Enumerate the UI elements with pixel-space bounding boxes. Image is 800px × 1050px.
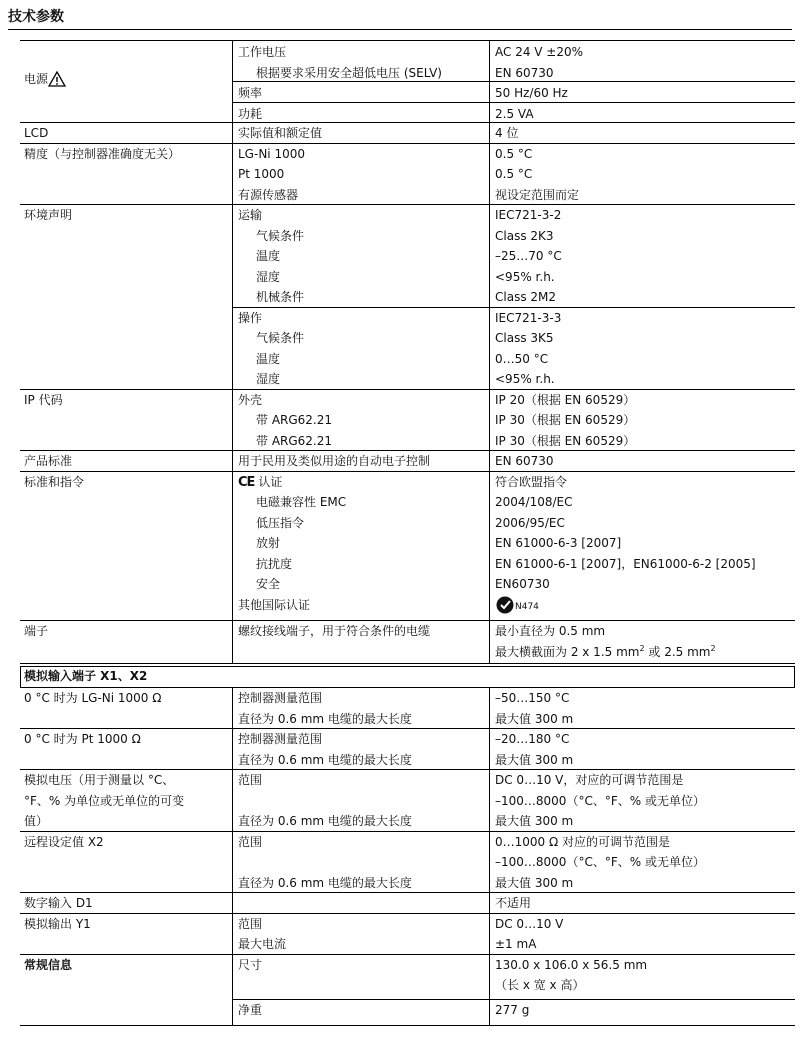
page-title: 技术参数	[8, 9, 64, 25]
column-divider	[232, 892, 233, 913]
env-value: Class 2M2	[495, 290, 557, 304]
lcd-label: LCD	[24, 126, 49, 140]
voltage-label: °F、% 为单位或无单位的可变	[24, 793, 185, 808]
column-divider	[232, 913, 233, 954]
env-value: <95% r.h.	[495, 372, 555, 386]
env-param: 湿度	[256, 269, 281, 284]
lcd-value: 4 位	[495, 126, 519, 140]
env-param: 温度	[256, 249, 281, 263]
column-divider	[232, 389, 233, 451]
column-divider	[232, 687, 233, 728]
standards-value: 2004/108/EC	[495, 495, 573, 509]
column-divider	[489, 728, 490, 769]
remote-value: –100…8000（°C、°F、% 或无单位）	[495, 855, 705, 869]
pt1000-param: 直径为 0.6 mm 电缆的最大长度	[238, 752, 412, 767]
column-divider	[232, 728, 233, 769]
voltage-value: DC 0…10 V，对应的可调节范围是	[495, 773, 684, 787]
power-value: 50 Hz/60 Hz	[495, 86, 568, 100]
env-value: –25…70 °C	[495, 249, 562, 263]
lcd-param: 实际值和额定值	[238, 126, 323, 140]
standards-value: 2006/95/EC	[495, 515, 565, 530]
env-value: 0…50 °C	[495, 351, 549, 366]
analog-header-label: 模拟输入端子 X1、X2	[24, 669, 148, 683]
accuracy-param: Pt 1000	[238, 167, 285, 181]
power-param: 根据要求采用安全超低电压 (SELV)	[256, 65, 442, 80]
column-divider	[489, 620, 490, 663]
column-divider	[489, 450, 490, 471]
power-param: 工作电压	[238, 45, 287, 59]
env-param: 湿度	[256, 372, 281, 386]
ni1000-value: 最大值 300 m	[495, 711, 574, 726]
pt1000-value: 最大值 300 m	[495, 752, 574, 767]
remote-value: 0…1000 Ω 对应的可调节范围是	[495, 834, 670, 849]
standards-param: 其他国际认证	[238, 597, 311, 612]
general-value: （长 x 宽 x 高）	[495, 978, 585, 992]
power-value: 2.5 VA	[495, 106, 534, 121]
column-divider	[489, 892, 490, 913]
standards-value: EN 61000-6-3 [2007]	[495, 536, 622, 550]
aout-value: DC 0…10 V	[495, 916, 564, 931]
column-divider	[232, 831, 233, 893]
standards-param: 安全	[256, 577, 281, 591]
power-value: EN 60730	[495, 65, 554, 80]
env-param: 机械条件	[256, 290, 305, 304]
power-param: 频率	[238, 86, 263, 100]
general-value: 130.0 x 106.0 x 56.5 mm	[495, 957, 648, 972]
ip-param: 外壳	[238, 392, 263, 407]
digital-value: 不适用	[495, 896, 532, 910]
standards-param: 低压指令	[256, 515, 305, 530]
column-divider	[232, 620, 233, 663]
row-divider	[232, 102, 795, 103]
standards-value: EN60730	[495, 577, 550, 591]
row-divider	[232, 81, 795, 82]
env-value: Class 2K3	[495, 228, 554, 243]
column-divider	[232, 450, 233, 471]
column-divider	[232, 40, 233, 122]
power-param: 功耗	[238, 106, 263, 121]
ce-mark-icon: CE	[238, 474, 255, 490]
power-label: 电源	[24, 69, 229, 90]
warning-icon	[48, 71, 66, 87]
aout-param: 范围	[238, 916, 263, 931]
spec-table	[20, 40, 795, 1040]
standards-param: 放射	[256, 536, 281, 550]
column-divider	[489, 913, 490, 954]
accuracy-param: LG-Ni 1000	[238, 146, 305, 161]
column-divider	[489, 389, 490, 451]
column-divider	[489, 471, 490, 621]
column-divider	[232, 122, 233, 143]
voltage-value: 最大值 300 m	[495, 814, 574, 828]
accuracy-label: 精度（与控制器准确度无关）	[24, 146, 181, 161]
terminal-value: 最小直径为 0.5 mm	[495, 624, 606, 638]
voltage-label: 模拟电压（用于测量以 °C、	[24, 773, 175, 787]
general-param: 尺寸	[238, 957, 263, 972]
column-divider	[489, 40, 490, 122]
standards-value	[495, 595, 539, 618]
env-param: 气候条件	[256, 331, 305, 345]
column-divider	[489, 143, 490, 205]
product-std-value: EN 60730	[495, 454, 554, 468]
ni1000-label: 0 °C 时为 LG-Ni 1000 Ω	[24, 691, 162, 705]
pt1000-param: 控制器测量范围	[238, 732, 323, 746]
aout-value: ±1 mA	[495, 937, 537, 951]
ip-param: 带 ARG62.21	[256, 413, 333, 427]
aout-label: 模拟输出 Y1	[24, 916, 91, 931]
accuracy-param: 有源传感器	[238, 187, 299, 202]
row-divider	[20, 1025, 795, 1026]
column-divider	[489, 954, 490, 1026]
remote-value: 最大值 300 m	[495, 875, 574, 890]
standards-param: 电磁兼容性 EMC	[256, 495, 347, 509]
column-divider	[232, 143, 233, 205]
ni1000-value: –50…150 °C	[495, 691, 570, 705]
ni1000-param: 直径为 0.6 mm 电缆的最大长度	[238, 711, 412, 726]
ip-param: 带 ARG62.21	[256, 433, 333, 448]
ip-value: IP 30（根据 EN 60529）	[495, 433, 636, 448]
accuracy-value: 视设定范围而定	[495, 187, 580, 202]
env-param: 运输	[238, 208, 263, 222]
standards-param: 抗扰度	[256, 556, 293, 571]
env-value: IEC721-3-3	[495, 310, 562, 325]
terminal-label: 端子	[24, 624, 49, 638]
column-divider	[489, 687, 490, 728]
ip-label: IP 代码	[24, 392, 63, 407]
column-divider	[489, 769, 490, 831]
general-value: 277 g	[495, 1002, 530, 1017]
env-param: 气候条件	[256, 228, 305, 243]
column-divider	[232, 204, 233, 389]
remote-label: 远程设定值 X2	[24, 834, 104, 849]
column-divider	[232, 954, 233, 1026]
aout-param: 最大电流	[238, 937, 287, 951]
terminal-param: 螺纹接线端子，用于符合条件的电缆	[238, 624, 431, 638]
standards-label: 标准和指令	[24, 474, 85, 489]
c-tick-code: N474	[515, 601, 539, 612]
general-label: 常规信息	[24, 957, 73, 972]
standards-value: 符合欧盟指令	[495, 474, 568, 489]
pt1000-value: –20…180 °C	[495, 732, 570, 746]
pt1000-label: 0 °C 时为 Pt 1000 Ω	[24, 732, 141, 746]
ni1000-param: 控制器测量范围	[238, 691, 323, 705]
terminal-value: 最大横截面为 2 x 1.5 $mm^2$ 或 2.5 $mm^2$	[495, 643, 716, 659]
env-value: <95% r.h.	[495, 269, 555, 284]
voltage-value: –100…8000（°C、°F、% 或无单位）	[495, 793, 705, 808]
env-param: 温度	[256, 351, 281, 366]
digital-label: 数字输入 D1	[24, 896, 93, 910]
remote-param: 范围	[238, 834, 263, 849]
voltage-label: 值）	[24, 814, 49, 828]
standards-value: EN 61000-6-1 [2007]，EN61000-6-2 [2005]	[495, 556, 756, 571]
env-param: 操作	[238, 310, 263, 325]
accuracy-value: 0.5 °C	[495, 167, 533, 181]
voltage-param: 范围	[238, 773, 263, 787]
env-value: Class 3K5	[495, 331, 554, 345]
ip-value: IP 20（根据 EN 60529）	[495, 392, 636, 407]
column-divider	[232, 769, 233, 831]
standards-param: CE 认证	[238, 474, 283, 490]
environment-label: 环境声明	[24, 208, 73, 222]
column-divider	[489, 831, 490, 893]
power-value: AC 24 V ±20%	[495, 45, 584, 59]
column-divider	[489, 204, 490, 389]
row-divider	[20, 663, 795, 664]
column-divider	[489, 122, 490, 143]
accuracy-value: 0.5 °C	[495, 146, 533, 161]
remote-param: 直径为 0.6 mm 电缆的最大长度	[238, 875, 412, 890]
env-value: IEC721-3-2	[495, 208, 562, 222]
ip-value: IP 30（根据 EN 60529）	[495, 413, 636, 427]
voltage-param: 直径为 0.6 mm 电缆的最大长度	[238, 814, 412, 828]
c-tick-icon	[495, 596, 515, 614]
product-std-label: 产品标准	[24, 454, 73, 468]
product-std-param: 用于民用及类似用途的自动电子控制	[238, 454, 431, 468]
general-param: 净重	[238, 1002, 263, 1017]
column-divider	[232, 471, 233, 621]
title-rule	[8, 29, 792, 30]
row-divider	[20, 40, 795, 41]
